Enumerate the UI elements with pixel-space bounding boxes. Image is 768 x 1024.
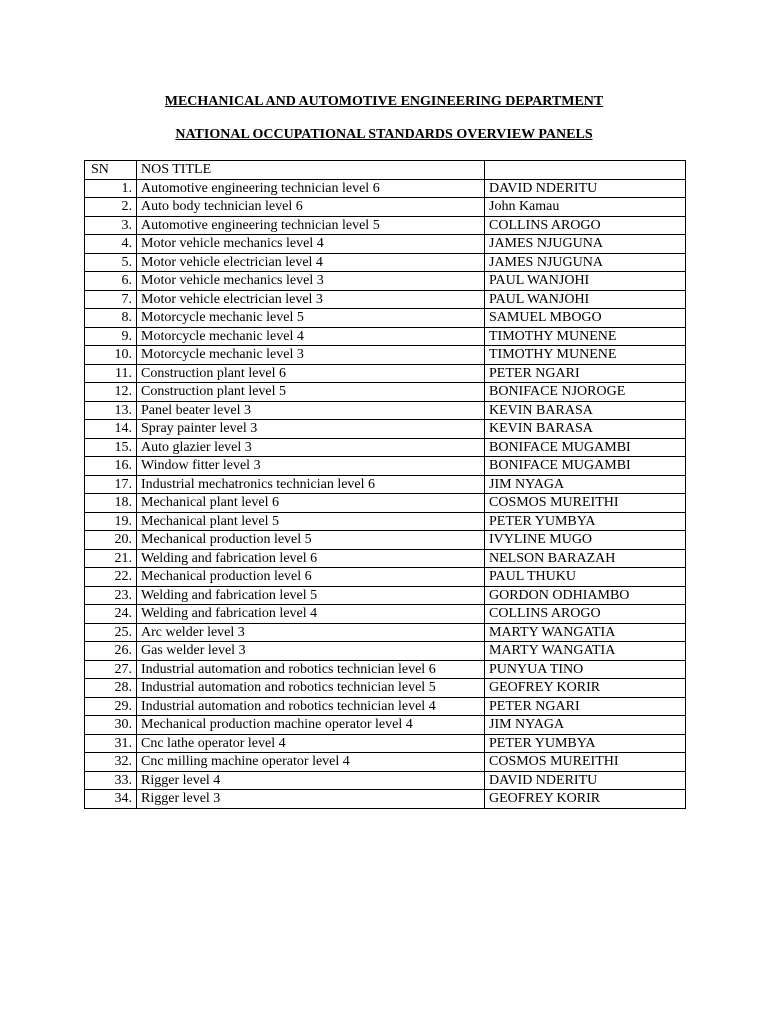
table-row — [85, 605, 686, 624]
table-row — [85, 586, 686, 605]
table-row — [85, 494, 686, 513]
row-panel-cell: BONIFACE MUGAMBI — [485, 438, 686, 457]
header-nos-title: NOS TITLE — [137, 161, 485, 180]
row-sn-cell: 32. — [85, 753, 137, 772]
row-nos-title-cell: Cnc milling machine operator level 4 — [137, 753, 485, 772]
row-sn-cell: 8. — [85, 309, 137, 328]
table-row — [85, 309, 686, 328]
row-panel-cell: COSMOS MUREITHI — [485, 753, 686, 772]
table-row — [85, 364, 686, 383]
table-row — [85, 327, 686, 346]
row-sn-cell: 7. — [85, 290, 137, 309]
nos-panels-table — [84, 160, 686, 809]
table-row — [85, 660, 686, 679]
row-panel-cell: JIM NYAGA — [485, 475, 686, 494]
row-nos-title-cell: Welding and fabrication level 5 — [137, 586, 485, 605]
table-row — [85, 272, 686, 291]
table-row — [85, 697, 686, 716]
row-sn-cell: 30. — [85, 716, 137, 735]
table-row — [85, 790, 686, 809]
row-panel-cell: PUNYUA TINO — [485, 660, 686, 679]
row-panel-cell: MARTY WANGATIA — [485, 623, 686, 642]
row-nos-title-cell: Motorcycle mechanic level 5 — [137, 309, 485, 328]
row-nos-title-cell: Motorcycle mechanic level 4 — [137, 327, 485, 346]
row-nos-title-cell: Cnc lathe operator level 4 — [137, 734, 485, 753]
row-nos-title-cell: Construction plant level 5 — [137, 383, 485, 402]
table-row — [85, 253, 686, 272]
row-sn-cell: 5. — [85, 253, 137, 272]
row-panel-cell: JAMES NJUGUNA — [485, 235, 686, 254]
table-row — [85, 771, 686, 790]
row-panel-cell: DAVID NDERITU — [485, 179, 686, 198]
row-sn-cell: 16. — [85, 457, 137, 476]
table-row — [85, 401, 686, 420]
row-sn-cell: 20. — [85, 531, 137, 550]
table-row — [85, 383, 686, 402]
row-panel-cell: PETER NGARI — [485, 364, 686, 383]
row-sn-cell: 12. — [85, 383, 137, 402]
row-panel-cell: PETER YUMBYA — [485, 512, 686, 531]
table-row — [85, 235, 686, 254]
row-nos-title-cell: Rigger level 4 — [137, 771, 485, 790]
row-sn-cell: 24. — [85, 605, 137, 624]
row-sn-cell: 22. — [85, 568, 137, 587]
row-nos-title-cell: Panel beater level 3 — [137, 401, 485, 420]
table-row — [85, 568, 686, 587]
row-panel-cell: PAUL WANJOHI — [485, 272, 686, 291]
row-nos-title-cell: Mechanical production machine operator level 4 — [137, 716, 485, 735]
row-panel-cell: SAMUEL MBOGO — [485, 309, 686, 328]
row-sn-cell: 33. — [85, 771, 137, 790]
table-row — [85, 549, 686, 568]
table-row — [85, 346, 686, 365]
table-row — [85, 734, 686, 753]
table-row — [85, 512, 686, 531]
table-row — [85, 216, 686, 235]
row-nos-title-cell: Motor vehicle electrician level 3 — [137, 290, 485, 309]
table-row — [85, 290, 686, 309]
row-nos-title-cell: Mechanical plant level 6 — [137, 494, 485, 513]
row-panel-cell: KEVIN BARASA — [485, 420, 686, 439]
row-nos-title-cell: Industrial automation and robotics technician level 5 — [137, 679, 485, 698]
row-sn-cell: 1. — [85, 179, 137, 198]
table-row — [85, 179, 686, 198]
row-panel-cell: KEVIN BARASA — [485, 401, 686, 420]
row-panel-cell: JIM NYAGA — [485, 716, 686, 735]
table-row — [85, 642, 686, 661]
row-sn-cell: 2. — [85, 198, 137, 217]
table-row — [85, 716, 686, 735]
header-sn: SN — [85, 161, 137, 180]
row-nos-title-cell: Mechanical production level 5 — [137, 531, 485, 550]
row-panel-cell: NELSON BARAZAH — [485, 549, 686, 568]
row-panel-cell: PAUL WANJOHI — [485, 290, 686, 309]
row-nos-title-cell: Mechanical production level 6 — [137, 568, 485, 587]
row-panel-cell: PAUL THUKU — [485, 568, 686, 587]
table-header-row — [85, 161, 686, 180]
row-sn-cell: 13. — [85, 401, 137, 420]
table-row — [85, 753, 686, 772]
table-row — [85, 438, 686, 457]
row-sn-cell: 15. — [85, 438, 137, 457]
header-panel — [485, 161, 686, 180]
row-nos-title-cell: Spray painter level 3 — [137, 420, 485, 439]
row-sn-cell: 17. — [85, 475, 137, 494]
row-nos-title-cell: Industrial mechatronics technician level 6 — [137, 475, 485, 494]
row-nos-title-cell: Window fitter level 3 — [137, 457, 485, 476]
row-sn-cell: 23. — [85, 586, 137, 605]
row-nos-title-cell: Motor vehicle mechanics level 4 — [137, 235, 485, 254]
table-body — [85, 179, 686, 808]
row-sn-cell: 3. — [85, 216, 137, 235]
row-panel-cell: COSMOS MUREITHI — [485, 494, 686, 513]
table-row — [85, 475, 686, 494]
row-panel-cell: COLLINS AROGO — [485, 216, 686, 235]
row-nos-title-cell: Welding and fabrication level 4 — [137, 605, 485, 624]
table-row — [85, 531, 686, 550]
row-nos-title-cell: Motor vehicle electrician level 4 — [137, 253, 485, 272]
row-panel-cell: MARTY WANGATIA — [485, 642, 686, 661]
row-sn-cell: 21. — [85, 549, 137, 568]
row-panel-cell: DAVID NDERITU — [485, 771, 686, 790]
row-panel-cell: COLLINS AROGO — [485, 605, 686, 624]
row-sn-cell: 9. — [85, 327, 137, 346]
row-nos-title-cell: Motorcycle mechanic level 3 — [137, 346, 485, 365]
row-nos-title-cell: Industrial automation and robotics technician level 6 — [137, 660, 485, 679]
table-row — [85, 198, 686, 217]
row-nos-title-cell: Auto glazier level 3 — [137, 438, 485, 457]
row-panel-cell: IVYLINE MUGO — [485, 531, 686, 550]
row-sn-cell: 6. — [85, 272, 137, 291]
row-sn-cell: 14. — [85, 420, 137, 439]
table-row — [85, 420, 686, 439]
row-sn-cell: 31. — [85, 734, 137, 753]
table-row — [85, 623, 686, 642]
department-heading: MECHANICAL AND AUTOMOTIVE ENGINEERING DEPARTMENT — [164, 94, 604, 109]
row-sn-cell: 29. — [85, 697, 137, 716]
row-panel-cell: John Kamau — [485, 198, 686, 217]
panels-heading: NATIONAL OCCUPATIONAL STANDARDS OVERVIEW PANELS — [175, 127, 593, 142]
row-panel-cell: GEOFREY KORIR — [485, 790, 686, 809]
row-nos-title-cell: Motor vehicle mechanics level 3 — [137, 272, 485, 291]
row-nos-title-cell: Industrial automation and robotics technician level 4 — [137, 697, 485, 716]
row-nos-title-cell: Arc welder level 3 — [137, 623, 485, 642]
row-panel-cell: BONIFACE MUGAMBI — [485, 457, 686, 476]
row-panel-cell: PETER NGARI — [485, 697, 686, 716]
row-nos-title-cell: Automotive engineering technician level 5 — [137, 216, 485, 235]
row-sn-cell: 34. — [85, 790, 137, 809]
row-nos-title-cell: Auto body technician level 6 — [137, 198, 485, 217]
row-nos-title-cell: Mechanical plant level 5 — [137, 512, 485, 531]
row-panel-cell: GORDON ODHIAMBO — [485, 586, 686, 605]
row-sn-cell: 18. — [85, 494, 137, 513]
row-sn-cell: 27. — [85, 660, 137, 679]
row-sn-cell: 10. — [85, 346, 137, 365]
row-panel-cell: PETER YUMBYA — [485, 734, 686, 753]
row-nos-title-cell: Construction plant level 6 — [137, 364, 485, 383]
table-row — [85, 679, 686, 698]
row-panel-cell: GEOFREY KORIR — [485, 679, 686, 698]
row-sn-cell: 19. — [85, 512, 137, 531]
row-panel-cell: JAMES NJUGUNA — [485, 253, 686, 272]
row-nos-title-cell: Welding and fabrication level 6 — [137, 549, 485, 568]
row-nos-title-cell: Gas welder level 3 — [137, 642, 485, 661]
row-panel-cell: TIMOTHY MUNENE — [485, 327, 686, 346]
row-nos-title-cell: Automotive engineering technician level 6 — [137, 179, 485, 198]
table-row — [85, 457, 686, 476]
row-panel-cell: TIMOTHY MUNENE — [485, 346, 686, 365]
row-sn-cell: 28. — [85, 679, 137, 698]
row-panel-cell: BONIFACE NJOROGE — [485, 383, 686, 402]
row-sn-cell: 4. — [85, 235, 137, 254]
row-sn-cell: 26. — [85, 642, 137, 661]
row-sn-cell: 25. — [85, 623, 137, 642]
row-nos-title-cell: Rigger level 3 — [137, 790, 485, 809]
row-sn-cell: 11. — [85, 364, 137, 383]
